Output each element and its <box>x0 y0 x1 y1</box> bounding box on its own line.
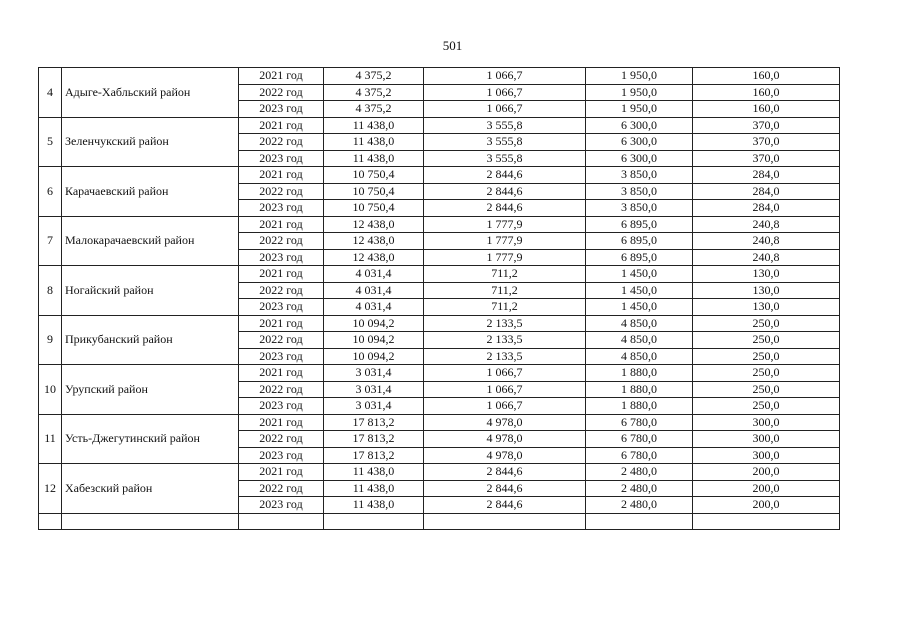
value-col-4: 200,0 <box>693 464 840 481</box>
total-value: 11 438,0 <box>324 150 424 167</box>
value-col-2: 2 844,6 <box>424 497 586 514</box>
year-cell: 2023 год <box>239 348 324 365</box>
year-cell: 2022 год <box>239 332 324 349</box>
district-name: Усть-Джегутинский район <box>62 414 239 464</box>
district-name: Хабезский район <box>62 464 239 514</box>
value-col-3: 1 950,0 <box>586 68 693 85</box>
value-col-2: 1 066,7 <box>424 84 586 101</box>
value-col-3: 6 300,0 <box>586 117 693 134</box>
district-name: Ногайский район <box>62 266 239 316</box>
district-name: Зеленчукский район <box>62 117 239 167</box>
year-cell: 2021 год <box>239 315 324 332</box>
year-cell: 2023 год <box>239 200 324 217</box>
year-cell: 2021 год <box>239 464 324 481</box>
year-cell: 2022 год <box>239 282 324 299</box>
value-col-3: 2 480,0 <box>586 480 693 497</box>
table-row <box>39 117 840 134</box>
total-value: 10 750,4 <box>324 200 424 217</box>
year-cell: 2021 год <box>239 68 324 85</box>
table-row <box>39 216 840 233</box>
row-number: 8 <box>39 266 62 316</box>
total-value: 12 438,0 <box>324 216 424 233</box>
empty-cell <box>324 513 424 529</box>
value-col-4: 200,0 <box>693 480 840 497</box>
row-number: 4 <box>39 68 62 118</box>
value-col-4: 284,0 <box>693 183 840 200</box>
table-row <box>39 365 840 382</box>
year-cell: 2021 год <box>239 266 324 283</box>
total-value: 12 438,0 <box>324 249 424 266</box>
year-cell: 2022 год <box>239 183 324 200</box>
value-col-4: 200,0 <box>693 497 840 514</box>
total-value: 4 375,2 <box>324 84 424 101</box>
value-col-4: 130,0 <box>693 299 840 316</box>
year-cell: 2023 год <box>239 249 324 266</box>
value-col-4: 250,0 <box>693 365 840 382</box>
table-row <box>39 414 840 431</box>
value-col-2: 2 133,5 <box>424 348 586 365</box>
value-col-2: 711,2 <box>424 282 586 299</box>
value-col-3: 6 780,0 <box>586 414 693 431</box>
year-cell: 2021 год <box>239 117 324 134</box>
total-value: 17 813,2 <box>324 414 424 431</box>
table-row <box>39 464 840 481</box>
year-cell: 2021 год <box>239 167 324 184</box>
district-name: Прикубанский район <box>62 315 239 365</box>
value-col-3: 6 780,0 <box>586 447 693 464</box>
value-col-4: 300,0 <box>693 447 840 464</box>
year-cell: 2021 год <box>239 216 324 233</box>
table-row <box>39 167 840 184</box>
total-value: 11 438,0 <box>324 480 424 497</box>
year-cell: 2022 год <box>239 381 324 398</box>
year-cell: 2022 год <box>239 84 324 101</box>
value-col-4: 130,0 <box>693 266 840 283</box>
table-row <box>39 68 840 85</box>
value-col-2: 1 066,7 <box>424 381 586 398</box>
value-col-4: 370,0 <box>693 150 840 167</box>
total-value: 3 031,4 <box>324 365 424 382</box>
value-col-3: 6 895,0 <box>586 233 693 250</box>
value-col-4: 250,0 <box>693 381 840 398</box>
total-value: 10 094,2 <box>324 348 424 365</box>
value-col-4: 284,0 <box>693 200 840 217</box>
value-col-3: 4 850,0 <box>586 315 693 332</box>
year-cell: 2021 год <box>239 365 324 382</box>
value-col-4: 300,0 <box>693 414 840 431</box>
total-value: 10 094,2 <box>324 332 424 349</box>
value-col-2: 2 844,6 <box>424 183 586 200</box>
row-number: 6 <box>39 167 62 217</box>
district-name: Малокарачаевский район <box>62 216 239 266</box>
year-cell: 2023 год <box>239 101 324 118</box>
value-col-3: 4 850,0 <box>586 348 693 365</box>
empty-cell <box>239 513 324 529</box>
value-col-3: 6 895,0 <box>586 249 693 266</box>
value-col-2: 3 555,8 <box>424 150 586 167</box>
value-col-3: 3 850,0 <box>586 167 693 184</box>
year-cell: 2021 год <box>239 414 324 431</box>
empty-cell <box>693 513 840 529</box>
value-col-4: 240,8 <box>693 233 840 250</box>
value-col-3: 6 780,0 <box>586 431 693 448</box>
value-col-2: 1 777,9 <box>424 233 586 250</box>
total-value: 4 375,2 <box>324 101 424 118</box>
year-cell: 2022 год <box>239 134 324 151</box>
district-name: Адыге-Хабльский район <box>62 68 239 118</box>
value-col-2: 1 066,7 <box>424 398 586 415</box>
value-col-4: 284,0 <box>693 167 840 184</box>
row-number: 10 <box>39 365 62 415</box>
value-col-4: 160,0 <box>693 84 840 101</box>
value-col-2: 1 777,9 <box>424 216 586 233</box>
total-value: 10 750,4 <box>324 167 424 184</box>
value-col-4: 240,8 <box>693 249 840 266</box>
value-col-2: 2 844,6 <box>424 464 586 481</box>
table-row <box>39 315 840 332</box>
value-col-2: 4 978,0 <box>424 431 586 448</box>
value-col-2: 1 066,7 <box>424 101 586 118</box>
value-col-4: 370,0 <box>693 117 840 134</box>
value-col-4: 250,0 <box>693 315 840 332</box>
year-cell: 2023 год <box>239 447 324 464</box>
row-number: 7 <box>39 216 62 266</box>
value-col-3: 4 850,0 <box>586 332 693 349</box>
total-value: 17 813,2 <box>324 431 424 448</box>
total-value: 10 094,2 <box>324 315 424 332</box>
row-number: 5 <box>39 117 62 167</box>
value-col-4: 240,8 <box>693 216 840 233</box>
year-cell: 2022 год <box>239 480 324 497</box>
value-col-2: 4 978,0 <box>424 447 586 464</box>
value-col-4: 370,0 <box>693 134 840 151</box>
value-col-2: 2 844,6 <box>424 480 586 497</box>
value-col-3: 2 480,0 <box>586 464 693 481</box>
value-col-3: 6 895,0 <box>586 216 693 233</box>
value-col-3: 1 880,0 <box>586 365 693 382</box>
total-value: 10 750,4 <box>324 183 424 200</box>
total-value: 4 031,4 <box>324 282 424 299</box>
value-col-2: 1 066,7 <box>424 365 586 382</box>
district-funding-table <box>38 67 840 530</box>
year-cell: 2023 год <box>239 497 324 514</box>
row-number: 12 <box>39 464 62 514</box>
empty-cell <box>39 513 62 529</box>
value-col-3: 1 880,0 <box>586 381 693 398</box>
row-number: 11 <box>39 414 62 464</box>
value-col-4: 250,0 <box>693 332 840 349</box>
value-col-4: 130,0 <box>693 282 840 299</box>
empty-cell <box>62 513 239 529</box>
table-body <box>39 68 840 530</box>
value-col-2: 711,2 <box>424 266 586 283</box>
table-row <box>39 266 840 283</box>
value-col-2: 2 133,5 <box>424 332 586 349</box>
value-col-3: 1 450,0 <box>586 266 693 283</box>
value-col-4: 300,0 <box>693 431 840 448</box>
total-value: 4 375,2 <box>324 68 424 85</box>
row-number: 9 <box>39 315 62 365</box>
total-value: 4 031,4 <box>324 266 424 283</box>
value-col-3: 6 300,0 <box>586 134 693 151</box>
value-col-2: 1 777,9 <box>424 249 586 266</box>
value-col-3: 2 480,0 <box>586 497 693 514</box>
total-value: 3 031,4 <box>324 381 424 398</box>
year-cell: 2023 год <box>239 299 324 316</box>
value-col-3: 6 300,0 <box>586 150 693 167</box>
value-col-4: 250,0 <box>693 348 840 365</box>
district-name: Урупский район <box>62 365 239 415</box>
page-number: 501 <box>442 38 463 53</box>
value-col-3: 3 850,0 <box>586 183 693 200</box>
value-col-2: 2 844,6 <box>424 200 586 217</box>
value-col-2: 3 555,8 <box>424 134 586 151</box>
year-cell: 2022 год <box>239 233 324 250</box>
empty-cell <box>424 513 586 529</box>
value-col-4: 160,0 <box>693 68 840 85</box>
value-col-4: 160,0 <box>693 101 840 118</box>
value-col-3: 1 880,0 <box>586 398 693 415</box>
total-value: 11 438,0 <box>324 497 424 514</box>
total-value: 11 438,0 <box>324 464 424 481</box>
value-col-3: 3 850,0 <box>586 200 693 217</box>
value-col-3: 1 950,0 <box>586 101 693 118</box>
value-col-2: 2 133,5 <box>424 315 586 332</box>
value-col-3: 1 950,0 <box>586 84 693 101</box>
empty-cell <box>586 513 693 529</box>
total-value: 12 438,0 <box>324 233 424 250</box>
value-col-2: 711,2 <box>424 299 586 316</box>
value-col-2: 4 978,0 <box>424 414 586 431</box>
total-value: 4 031,4 <box>324 299 424 316</box>
value-col-2: 2 844,6 <box>424 167 586 184</box>
value-col-2: 1 066,7 <box>424 68 586 85</box>
value-col-4: 250,0 <box>693 398 840 415</box>
year-cell: 2023 год <box>239 398 324 415</box>
year-cell: 2022 год <box>239 431 324 448</box>
total-value: 3 031,4 <box>324 398 424 415</box>
year-cell: 2023 год <box>239 150 324 167</box>
value-col-3: 1 450,0 <box>586 282 693 299</box>
value-col-3: 1 450,0 <box>586 299 693 316</box>
total-value: 11 438,0 <box>324 134 424 151</box>
district-name: Карачаевский район <box>62 167 239 217</box>
empty-row <box>39 513 840 529</box>
value-col-2: 3 555,8 <box>424 117 586 134</box>
total-value: 17 813,2 <box>324 447 424 464</box>
total-value: 11 438,0 <box>324 117 424 134</box>
